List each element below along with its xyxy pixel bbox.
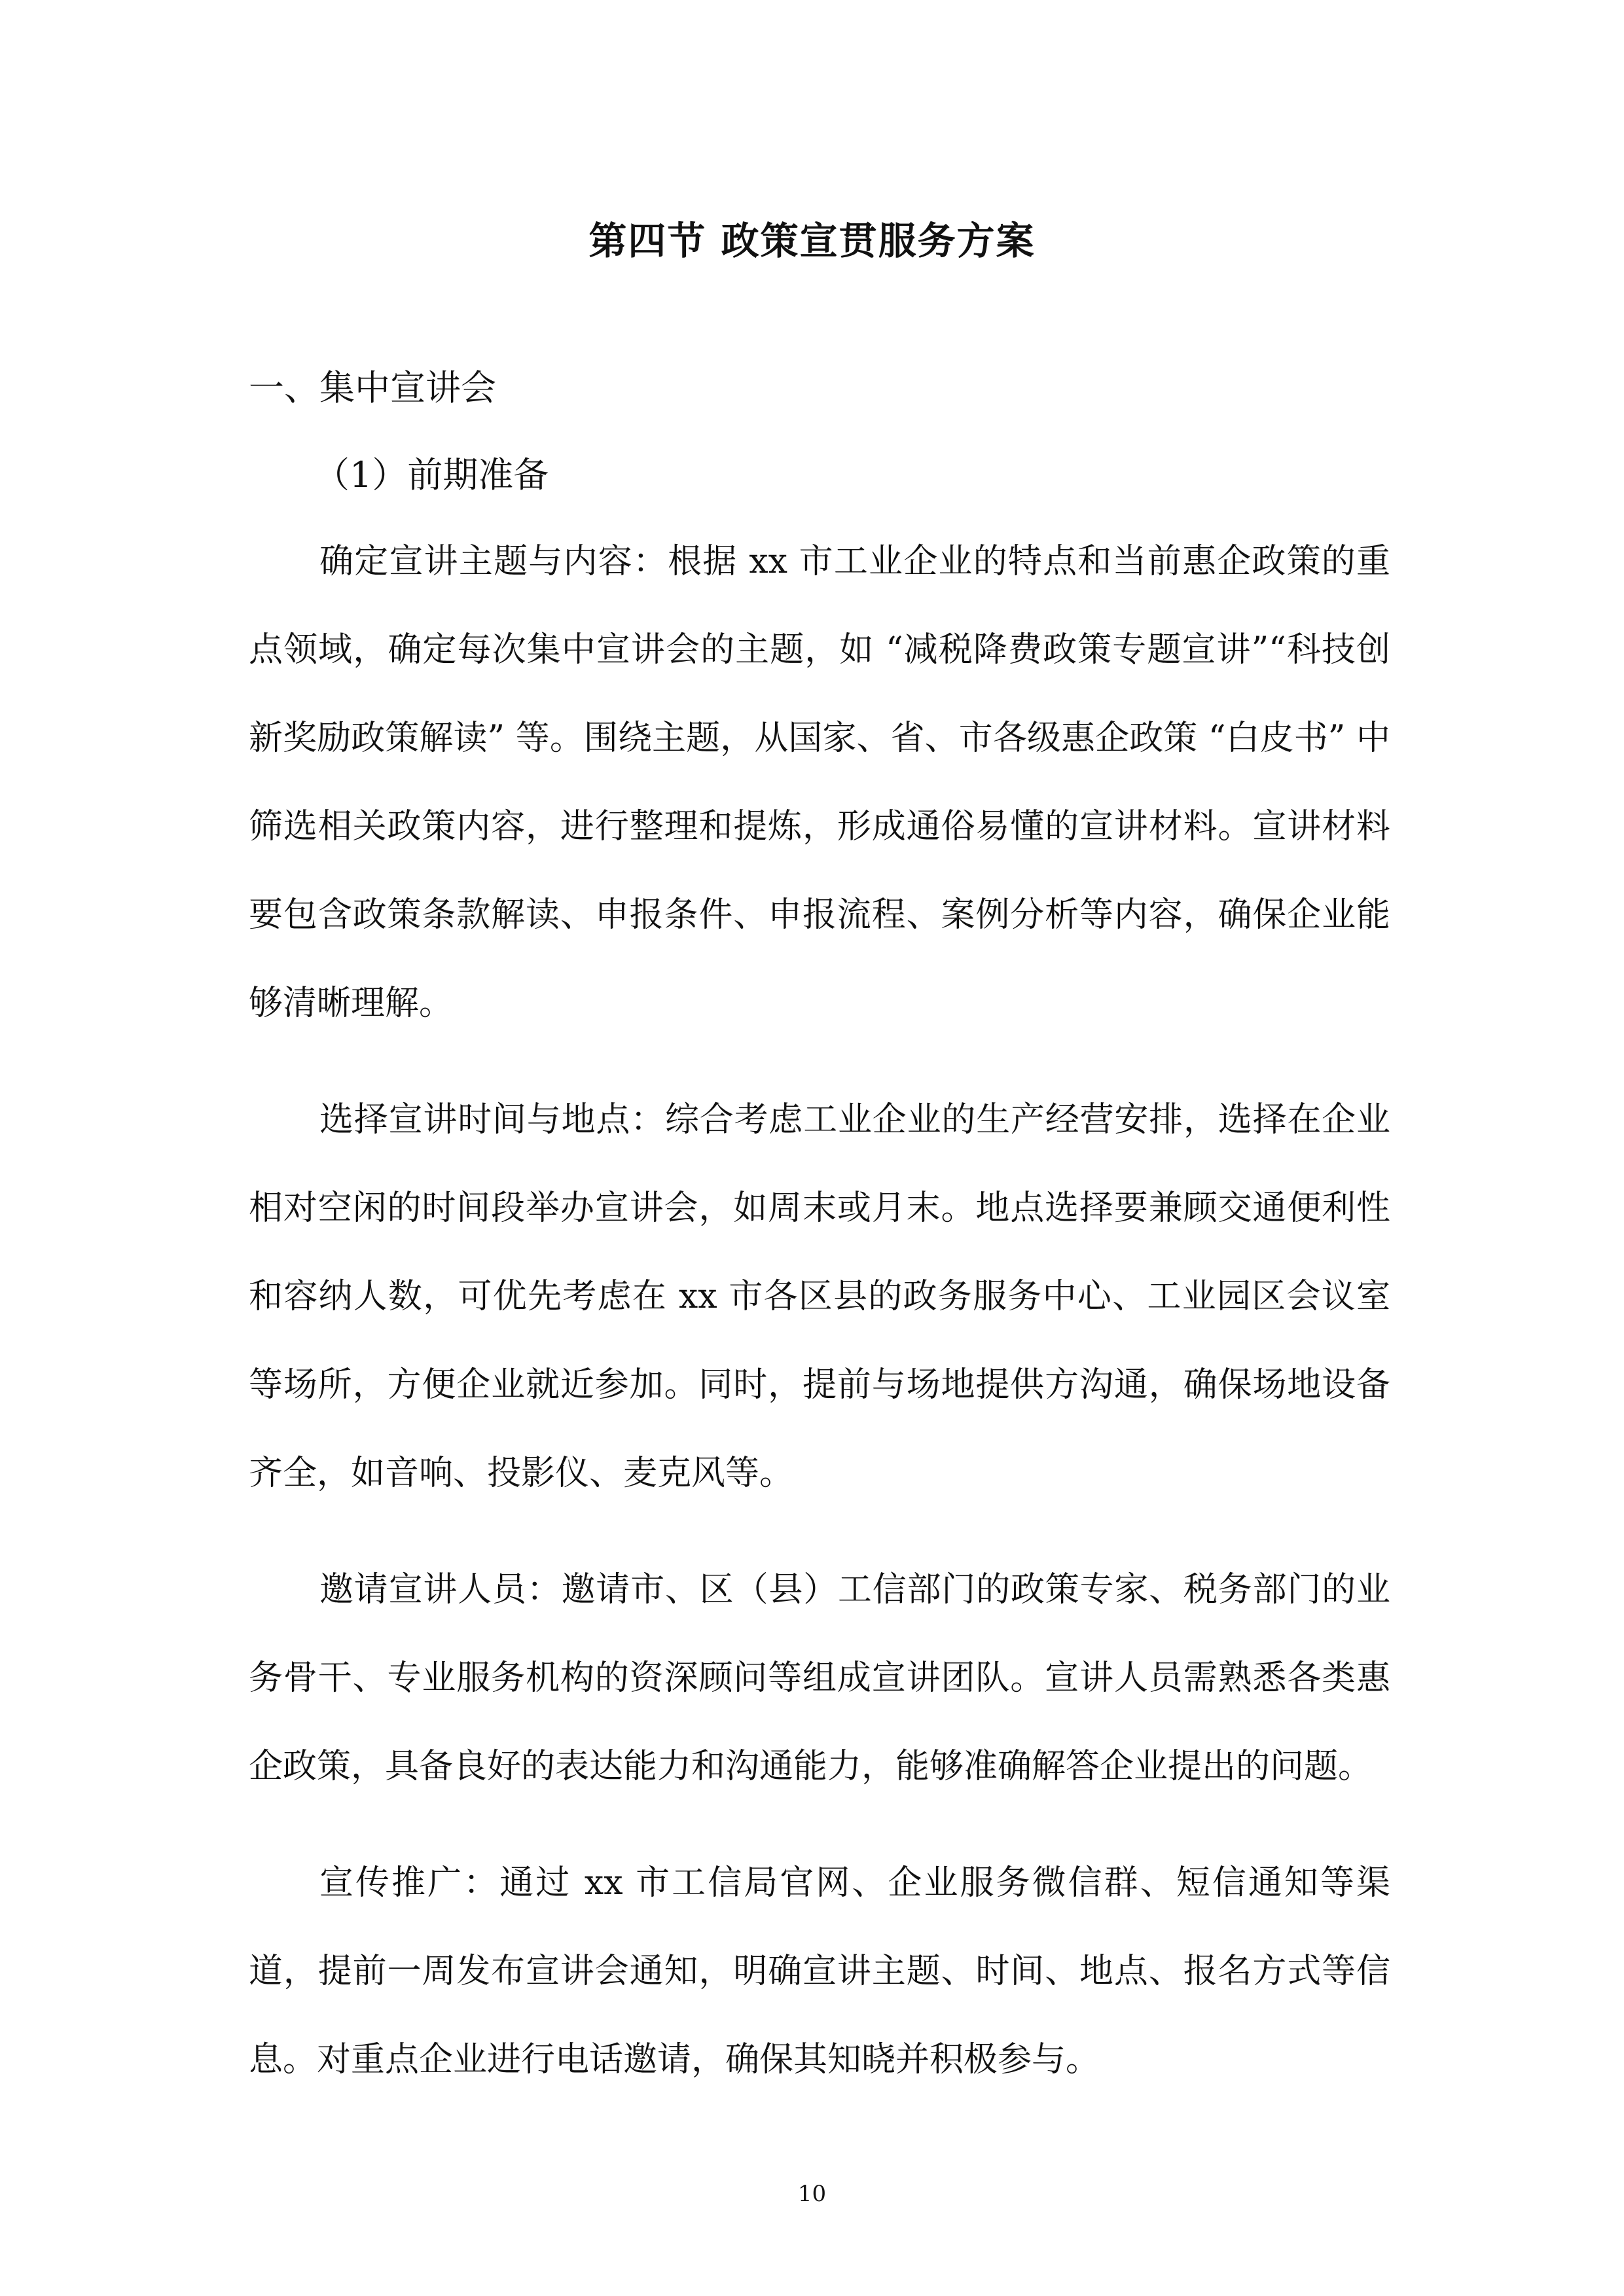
- section-heading: 一、集中宣讲会: [249, 367, 496, 408]
- paragraph-topic-content: 确定宣讲主题与内容：根据 xx 市工业企业的特点和当前惠企政策的重点领域，确定每次集中宣讲会的主题，如 “减税降费政策专题宣讲”“科技创新奖励政策解读” 等。围绕主题，从国家、省、市各级惠企政策 “白皮书” 中筛选相关政策内容，进行整理和提炼，形成通俗易懂的宣讲材料。宣讲材料要包含政策条款解读、申报条件、申报流程、案例分析等内容，确保企业能够清晰理解。: [249, 542, 1390, 1023]
- paragraph-time-location: 选择宣讲时间与地点：综合考虑工业企业的生产经营安排，选择在企业相对空闲的时间段举办宣讲会，如周末或月末。地点选择要兼顾交通便利性和容纳人数，可优先考虑在 xx 市各区县的政务服务中心、工业园区会议室等场所，方便企业就近参加。同时，提前与场地提供方沟通，确保场地设备齐全，如音响、投影仪、麦克风等。: [249, 1100, 1390, 1493]
- paragraph-promotion: 宣传推广：通过 xx 市工信局官网、企业服务微信群、短信通知等渠道，提前一周发布宣讲会通知，明确宣讲主题、时间、地点、报名方式等信息。对重点企业进行电话邀请，确保其知晓并积极参与。: [249, 1863, 1390, 2079]
- document-body: [249, 359, 1390, 2104]
- subsection-heading: （1）前期准备: [314, 454, 549, 495]
- page-number: 10: [797, 2181, 827, 2207]
- paragraph-invite-speakers: 邀请宣讲人员：邀请市、区（县）工信部门的政策专家、税务部门的业务骨干、专业服务机构的资深顾问等组成宣讲团队。宣讲人员需熟悉各类惠企政策，具备良好的表达能力和沟通能力，能够准确解答企业提出的问题。: [249, 1570, 1390, 1786]
- page-title: 第四节 政策宣贯服务方案: [588, 219, 1036, 263]
